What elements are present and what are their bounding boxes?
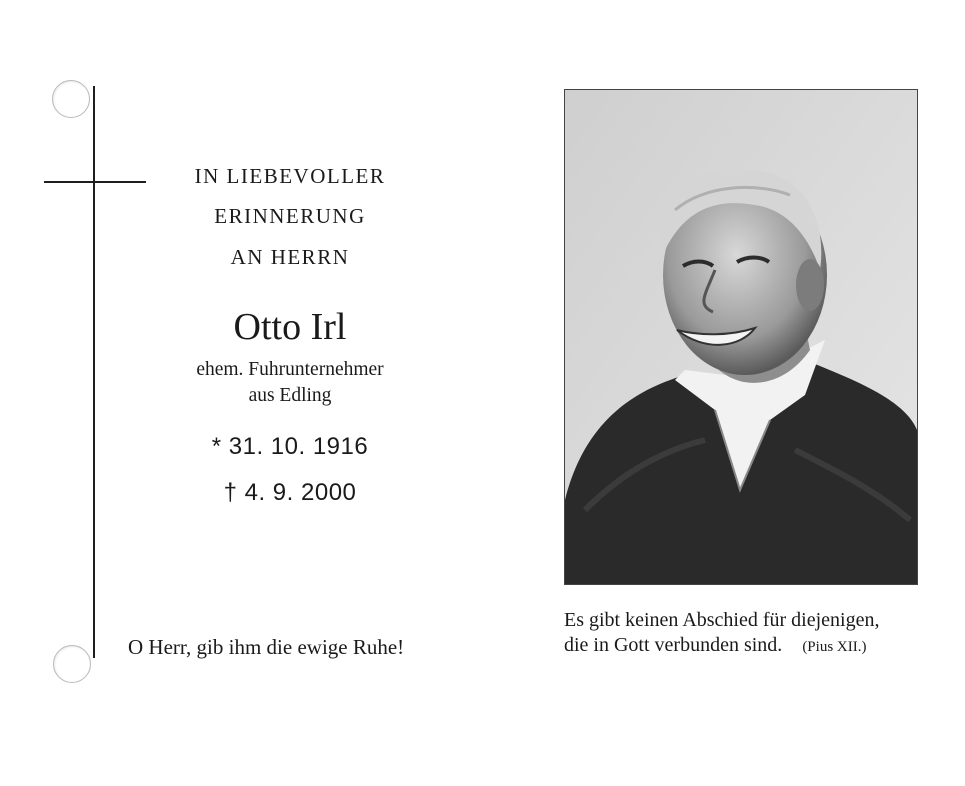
heading-line-3: AN HERRN <box>230 245 350 269</box>
prayer-text: O Herr, gib ihm die ewige Ruhe! <box>128 635 405 659</box>
punch-hole-bottom <box>53 645 91 683</box>
birth-date: * 31. 10. 1916 <box>211 433 369 460</box>
origin: aus Edling <box>248 385 332 406</box>
quote-line-1: Es gibt keinen Abschied für diejenigen, <box>564 609 880 631</box>
punch-hole-top <box>52 80 90 118</box>
quote-source: (Pius XII.) <box>802 639 867 655</box>
portrait-image <box>565 90 917 584</box>
cross-horizontal-bar <box>44 181 146 183</box>
heading-line-2: ERINNERUNG <box>214 204 366 228</box>
quote-line-2: die in Gott verbunden sind. <box>564 634 783 656</box>
death-date: † 4. 9. 2000 <box>223 479 357 506</box>
heading-line-1: IN LIEBEVOLLER <box>194 164 386 188</box>
portrait-photo <box>564 89 918 585</box>
quote-line-2-row <box>564 634 866 657</box>
cross-vertical-bar <box>93 86 95 658</box>
occupation: ehem. Fuhrunternehmer <box>196 359 384 380</box>
deceased-name: Otto Irl <box>233 306 347 348</box>
